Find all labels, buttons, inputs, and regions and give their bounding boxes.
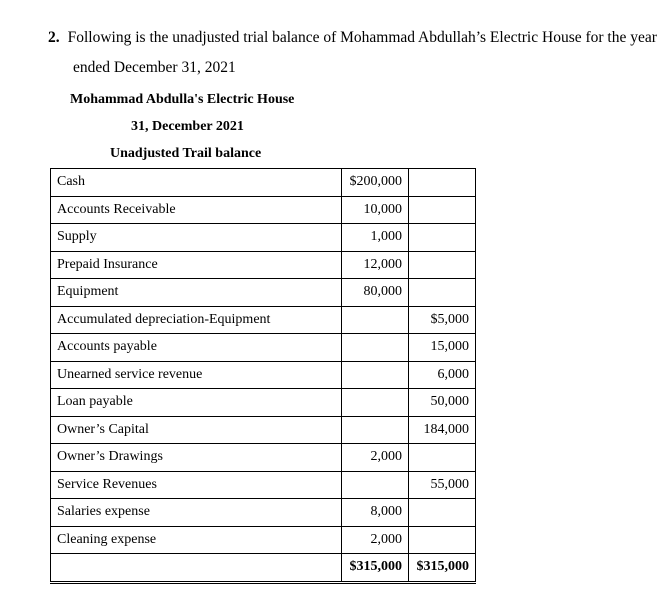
- credit-cell: [409, 224, 476, 252]
- debit-cell: [342, 361, 409, 389]
- table-edge-cell: [476, 444, 492, 472]
- table-edge-cell: [476, 499, 492, 527]
- credit-cell: [409, 251, 476, 279]
- table-edge-cell: [476, 169, 492, 197]
- credit-cell: [409, 196, 476, 224]
- account-cell: Supply: [51, 224, 342, 252]
- credit-cell: [409, 169, 476, 197]
- account-cell: Loan payable: [51, 389, 342, 417]
- table-row: [51, 224, 492, 252]
- table-edge-cell: [476, 361, 492, 389]
- debit-cell: 2,000: [342, 526, 409, 554]
- table-edge-cell: [476, 416, 492, 444]
- account-cell: Accumulated depreciation-Equipment: [51, 306, 342, 334]
- debit-cell: [342, 389, 409, 417]
- question-line-1: [48, 23, 663, 53]
- account-cell: Accounts Receivable: [51, 196, 342, 224]
- table-row: [51, 196, 492, 224]
- table-edge-cell: [476, 279, 492, 307]
- table-edge-cell: [476, 224, 492, 252]
- account-cell: Cash: [51, 169, 342, 197]
- question-text: [48, 23, 663, 83]
- debit-cell: [342, 416, 409, 444]
- debit-cell: 10,000: [342, 196, 409, 224]
- account-cell: Equipment: [51, 279, 342, 307]
- table-edge-cell: [476, 334, 492, 362]
- question-number: 2.: [48, 29, 60, 46]
- credit-cell: [409, 526, 476, 554]
- table-edge-cell: [476, 471, 492, 499]
- question-line-2: ended December 31, 2021: [73, 59, 236, 76]
- table-row: [51, 526, 492, 554]
- table-row: [51, 251, 492, 279]
- table-edge-cell: [476, 526, 492, 554]
- debit-cell: 80,000: [342, 279, 409, 307]
- debit-cell: [342, 471, 409, 499]
- table-row: [51, 444, 492, 472]
- account-cell: Accounts payable: [51, 334, 342, 362]
- credit-cell: $5,000: [409, 306, 476, 334]
- account-cell: Unearned service revenue: [51, 361, 342, 389]
- credit-cell: [409, 444, 476, 472]
- account-cell: Owner’s Drawings: [51, 444, 342, 472]
- debit-cell: 1,000: [342, 224, 409, 252]
- credit-cell: 50,000: [409, 389, 476, 417]
- totals-row: [51, 554, 492, 583]
- account-cell: Cleaning expense: [51, 526, 342, 554]
- trial-balance-body: [51, 169, 492, 583]
- account-cell: Prepaid Insurance: [51, 251, 342, 279]
- statement-title-heading: Unadjusted Trail balance: [110, 146, 262, 161]
- table-edge-cell: [476, 196, 492, 224]
- table-edge-cell: [476, 554, 492, 583]
- table-row: [51, 306, 492, 334]
- debit-cell: [342, 306, 409, 334]
- total-account-cell: [51, 554, 342, 583]
- date-heading: 31, December 2021: [131, 119, 244, 134]
- table-edge-cell: [476, 389, 492, 417]
- question-line-1-text: Following is the unadjusted trial balance of Mohammad Abdullah’s Electric House for the year: [67, 29, 657, 46]
- table-row: [51, 416, 492, 444]
- credit-cell: 6,000: [409, 361, 476, 389]
- table-row: [51, 389, 492, 417]
- credit-cell: 15,000: [409, 334, 476, 362]
- table-edge-cell: [476, 306, 492, 334]
- table-row: [51, 471, 492, 499]
- total-credit-cell: $315,000: [409, 554, 476, 583]
- debit-cell: $200,000: [342, 169, 409, 197]
- account-cell: Owner’s Capital: [51, 416, 342, 444]
- business-name-heading: Mohammad Abdulla's Electric House: [70, 92, 295, 107]
- debit-cell: 8,000: [342, 499, 409, 527]
- debit-cell: 2,000: [342, 444, 409, 472]
- table-row: [51, 334, 492, 362]
- total-debit-cell: $315,000: [342, 554, 409, 583]
- trial-balance-table: [50, 168, 491, 584]
- table-row: [51, 361, 492, 389]
- credit-cell: 184,000: [409, 416, 476, 444]
- credit-cell: [409, 279, 476, 307]
- debit-cell: [342, 334, 409, 362]
- credit-cell: [409, 499, 476, 527]
- credit-cell: 55,000: [409, 471, 476, 499]
- table-row: [51, 169, 492, 197]
- table-row: [51, 499, 492, 527]
- account-cell: Service Revenues: [51, 471, 342, 499]
- account-cell: Salaries expense: [51, 499, 342, 527]
- table-row: [51, 279, 492, 307]
- debit-cell: 12,000: [342, 251, 409, 279]
- table-edge-cell: [476, 251, 492, 279]
